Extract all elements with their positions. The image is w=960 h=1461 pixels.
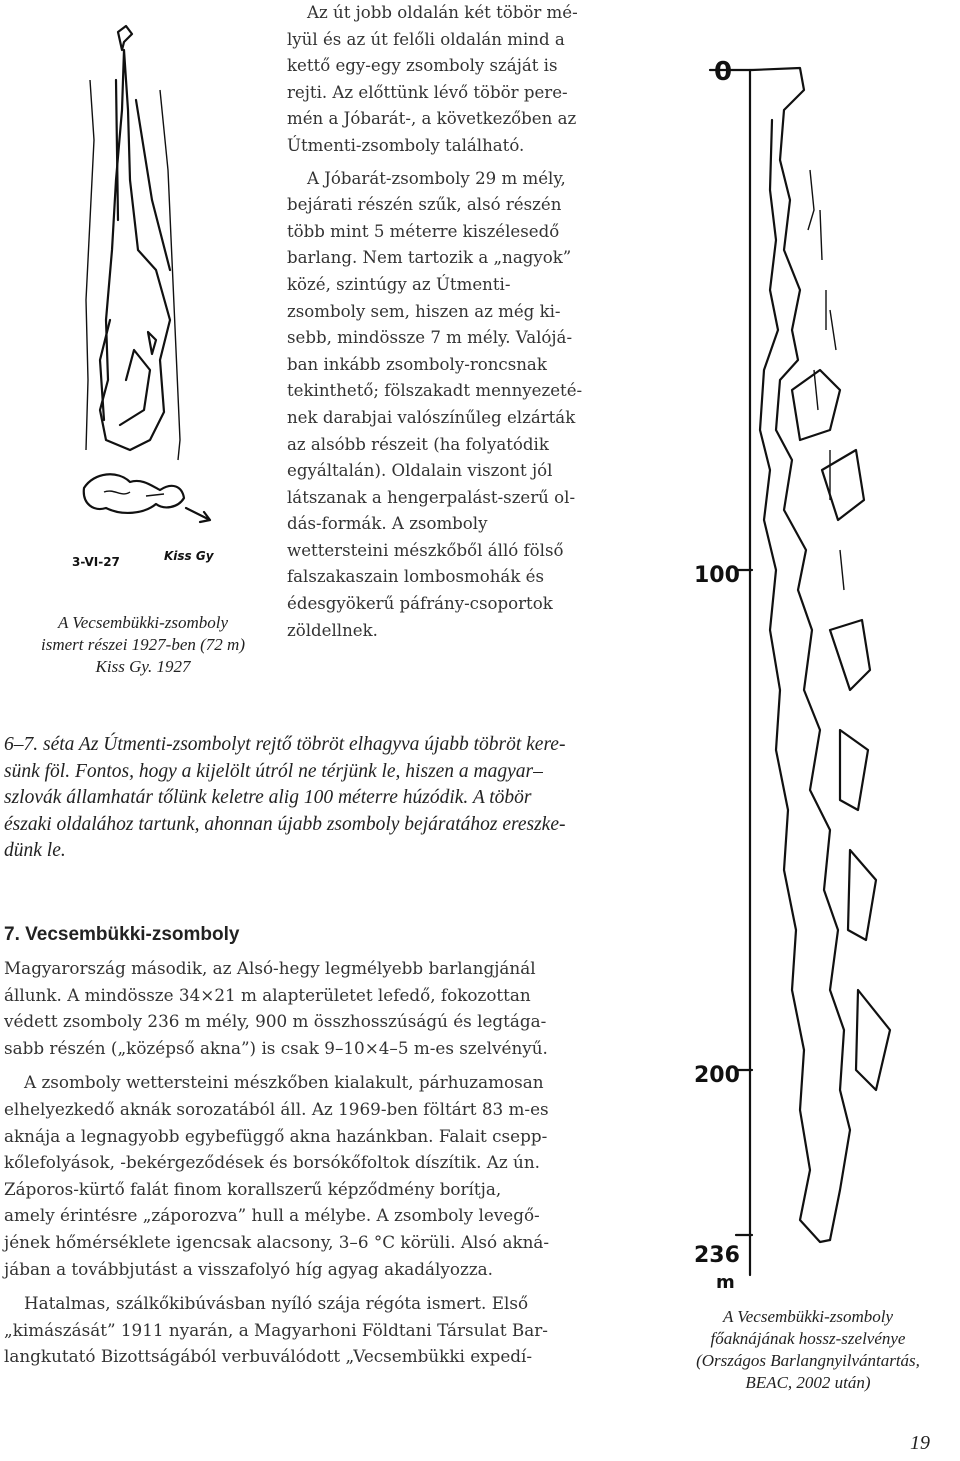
profile-caption-line: BEAC, 2002 után) — [745, 1373, 871, 1392]
text-line: A zsomboly wettersteini mészkőben kialakult, párhuzamosan — [24, 1072, 544, 1093]
text-line: Magyarország második, az Alsó-hegy legmélyebb barlangjánál — [4, 958, 536, 978]
text-line: jában a továbbjutást a visszafolyó híg agyag akadályozza. — [4, 1258, 494, 1279]
text-line: langkutató Bizottságából verbuválódott „Vecsembükki expedí- — [4, 1346, 533, 1367]
text-line: „kimászását” 1911 nyarán, a Magyarhoni Földtani Társulat Bar- — [4, 1319, 548, 1340]
walk-note — [4, 732, 644, 865]
page-number: 19 — [910, 1432, 930, 1454]
sketch-author: Kiss Gy — [164, 549, 214, 563]
paragraph — [4, 1290, 640, 1370]
text-line: wettersteini mészkőből álló fölső — [287, 540, 564, 560]
profile-caption — [668, 1306, 948, 1394]
section-heading: 7. Vecsembükki-zsomboly — [4, 924, 240, 945]
depth-label: 200 — [694, 1063, 740, 1088]
text-line: édesgyökerű páfrány-csoportok — [287, 594, 553, 614]
text-line: kőlefolyások, -bekérgeződések és borsókőfoltok díszítik. Az ún. — [4, 1152, 540, 1173]
text-line: zöldellnek. — [287, 620, 378, 640]
walk-note-line: szlovák államhatár tőlünk keletre alig 100 méterre húzódik. A töbör — [4, 787, 532, 808]
text-line: rejti. Az előttünk lévő töbör pere- — [287, 82, 568, 102]
cave-sketch-1927 — [60, 20, 230, 600]
depth-label: 0 — [714, 57, 733, 87]
text-line: aknája a legnagyobb egybefüggő akna hazánkban. Falait csepp- — [4, 1125, 548, 1146]
walk-note-line: sünk föl. Fontos, hogy a kijelölt útról ne térjünk le, hiszen a magyar– — [4, 760, 543, 782]
walk-note-line: északi oldalához tartunk, ahonnan újabb zsomboly bejáratához ereszke- — [4, 813, 566, 835]
paragraph — [287, 166, 642, 645]
text-line: A Jóbarát-zsomboly 29 m mély, — [307, 168, 566, 188]
text-line: bejárati részén szűk, alsó részén — [287, 195, 562, 215]
depth-label: m — [716, 1272, 735, 1293]
text-line: az alsóbb részeit (ha folyatódik — [287, 434, 549, 454]
walk-note-line: 6–7. séta Az Útmenti-zsombolyt rejtő töbröt elhagyva újabb töbröt kere- — [4, 734, 566, 755]
depth-label: 236 — [694, 1243, 740, 1268]
section-body — [4, 955, 640, 1370]
profile-caption-line: főaknájának hossz-szelvénye — [710, 1329, 906, 1348]
text-line: mén a Jóbarát-, a következőben az — [287, 109, 577, 129]
sketch-caption — [38, 612, 248, 678]
sketch-caption-line: Kiss Gy. 1927 — [95, 657, 191, 676]
text-line: Útmenti-zsomboly található. — [287, 135, 525, 155]
text-line: egyáltalán). Oldalain viszont jól — [287, 461, 553, 481]
text-line: állunk. A mindössze 34×21 m alapterületet lefedő, fokozottan — [4, 984, 531, 1005]
text-line: védett zsomboly 236 m mély, 900 m összhosszúságú és legtága- — [4, 1011, 547, 1032]
paragraph — [4, 1069, 640, 1282]
text-line: nek darabjai valószínűleg elzárták — [287, 407, 576, 427]
text-line: barlang. Nem tartozik a „nagyok” — [287, 248, 572, 268]
text-line: falszakaszain lombosmohák és — [287, 567, 544, 587]
depth-scale — [710, 70, 752, 1275]
text-line: lyül és az út felőli oldalán mind a — [287, 29, 565, 49]
sketch-caption-line: A Vecsembükki-zsomboly — [57, 613, 229, 632]
text-line: Hatalmas, szálkőkibúvásban nyíló szája régóta ismert. Első — [24, 1293, 529, 1314]
text-line: kettő egy-egy zsomboly száját is — [287, 56, 558, 76]
text-line: elhelyezkedő aknák sorozatából áll. Az 1969-ben föltárt 83 m-es — [4, 1098, 549, 1119]
profile-caption-line: (Országos Barlangnyilvántartás, — [696, 1351, 920, 1370]
text-line: Az út jobb oldalán két töbör mé- — [307, 3, 578, 22]
text-line: jének hőmérséklete igencsak alacsony, 3–6 °C körüli. Alsó akná- — [4, 1231, 550, 1252]
cave-profile-sketch — [680, 30, 950, 1300]
profile-caption-line: A Vecsembükki-zsomboly — [722, 1307, 894, 1326]
text-line: látszanak a hengerpalást-szerű ol- — [287, 487, 576, 507]
shaft-outline — [752, 68, 890, 1242]
text-line: sebb, mindössze 7 m mély. Valójá- — [287, 328, 573, 348]
paragraph — [287, 0, 642, 160]
text-line: amely érintésre „záporozva” hull a mélybe. A zsomboly levegő- — [4, 1205, 540, 1226]
text-line: dás-formák. A zsomboly — [287, 514, 488, 534]
sketch-outline — [84, 26, 210, 522]
text-line: közé, szintúgy az Útmenti- — [287, 274, 511, 294]
sketch-date: 3-VI-27 — [72, 555, 120, 569]
text-line: több mint 5 méterre kiszélesedő — [287, 221, 560, 241]
walk-note-line: dünk le. — [4, 840, 66, 861]
text-line: ban inkább zsomboly-roncsnak — [287, 354, 547, 374]
text-line: tekinthető; fölszakadt mennyezeté- — [287, 381, 583, 401]
sketch-caption-line: ismert részei 1927-ben (72 m) — [41, 635, 245, 654]
text-line: zsomboly sem, hiszen az még ki- — [287, 301, 561, 321]
text-line: Záporos-kürtő falát finom korallszerű képződmény borítja, — [4, 1178, 502, 1199]
top-text-column — [287, 0, 642, 644]
depth-label: 100 — [694, 563, 740, 588]
text-line: sabb részén („középső akna”) is csak 9–10×4–5 m-es szelvényű. — [4, 1037, 548, 1058]
paragraph — [4, 955, 640, 1061]
